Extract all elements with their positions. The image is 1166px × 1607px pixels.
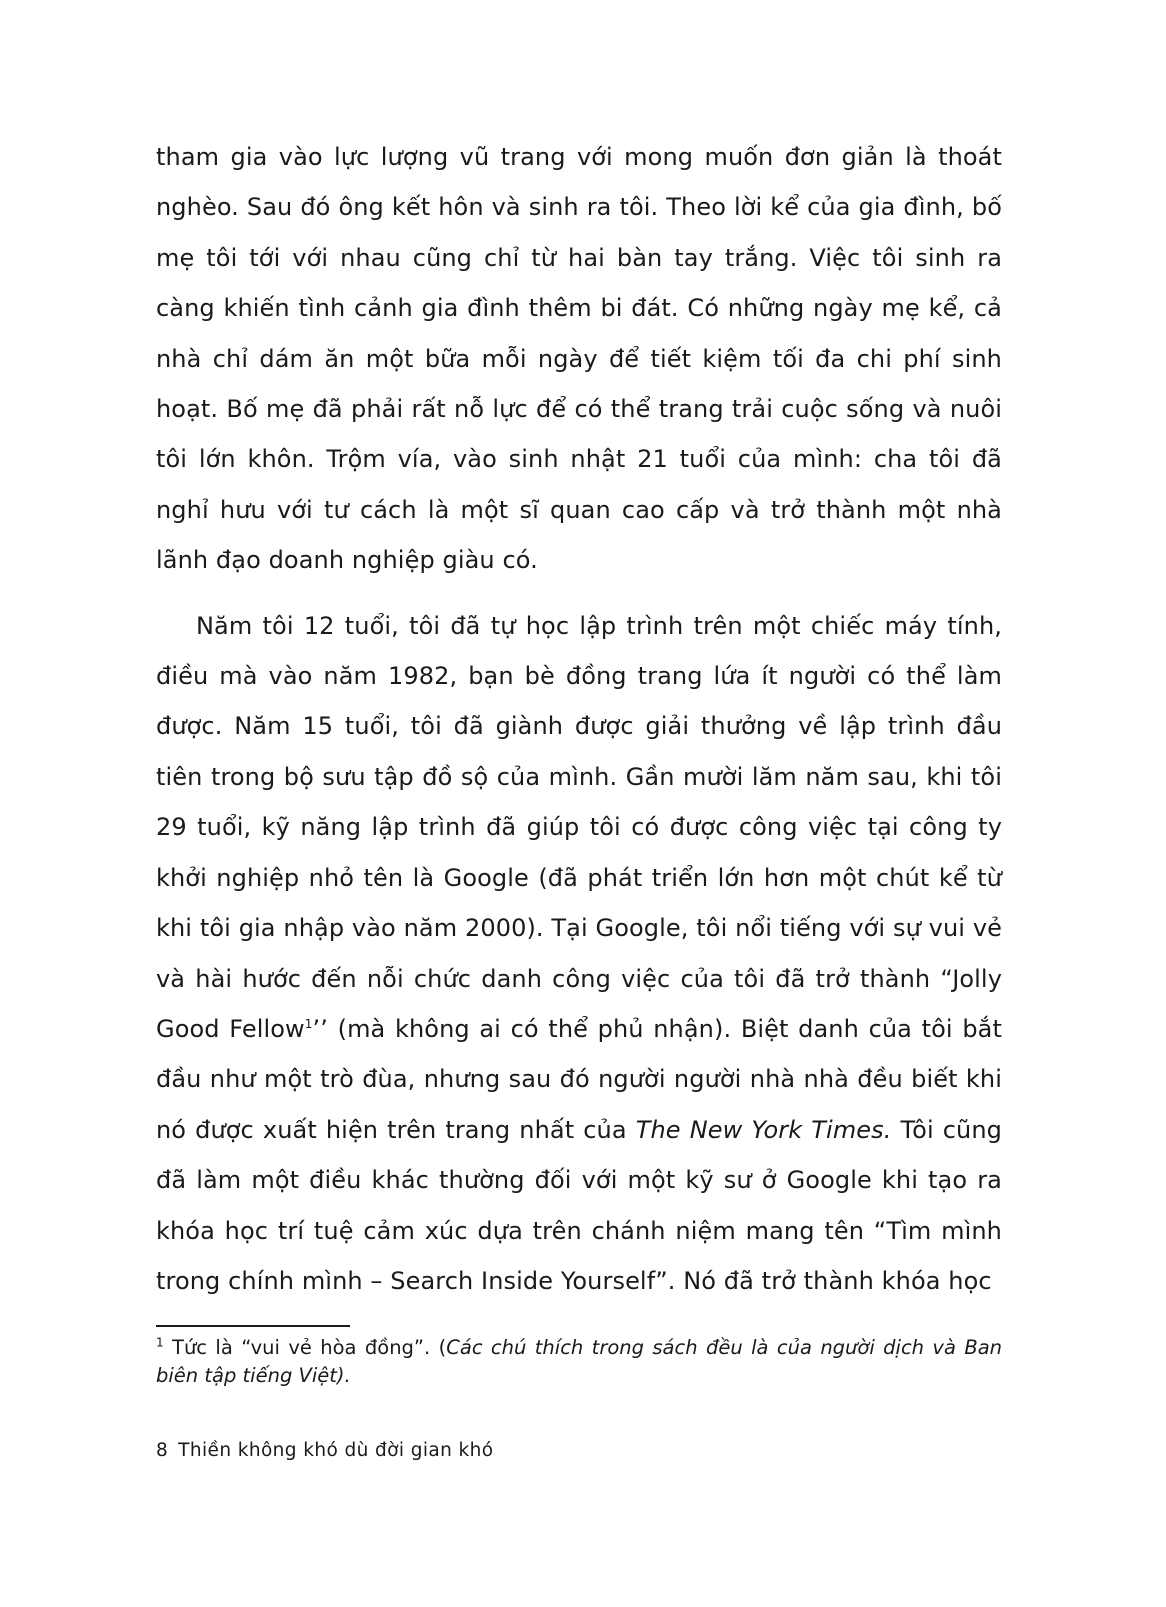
footnote [156, 1334, 1002, 1390]
newspaper-title: The New York Times. [635, 1115, 892, 1144]
paragraph-2-text-a: Năm tôi 12 tuổi, tôi đã tự học lập trình trên một chiếc máy tính, điều mà vào năm 1982, bạn bè đồng trang lứa ít người có thể làm được. Năm 15 tuổi, tôi đã giành được giải thưởng về lập trình đầu tiên trong bộ sưu tập đồ sộ của mình. Gần mười lăm năm sau, khi tôi 29 tuổi, kỹ năng lập trình đã giúp tôi có được công việc tại công ty khởi nghiệp nhỏ tên là Google (đã phát triển lớn hơn một chút kể từ khi tôi gia nhập vào năm 2000). Tại Google, tôi nổi tiếng với sự vui vẻ và hài hước đến nỗi chức danh công việc của tôi đã trở thành “Jolly Good Fellow [156, 611, 1002, 1043]
footnote-italic-text: Các chú thích trong sách đều là của người dịch và Ban biên tập tiếng Việt [156, 1336, 1003, 1387]
page-number: 8 [156, 1440, 169, 1461]
paragraph-2 [156, 601, 1002, 1307]
footnote-reference[interactable]: 1 [304, 1016, 313, 1031]
footnote-divider [156, 1325, 350, 1327]
paragraph-2-text-c: Tôi cũng đã làm một điều khác thường đối với một kỹ sư ở Google khi tạo ra khóa học trí tuệ cảm xúc dựa trên chánh niệm mang tên “Tìm mình trong chính mình – Search Inside Yourself”. Nó đã trở thành khóa học [156, 1115, 1002, 1295]
running-title: Thiền không khó dù đời gian khó [178, 1440, 494, 1461]
footnote-marker: 1 [156, 1335, 164, 1350]
body-text [156, 132, 1002, 1306]
paragraph-1: tham gia vào lực lượng vũ trang với mong muốn đơn giản là thoát nghèo. Sau đó ông kết hôn và sinh ra tôi. Theo lời kể của gia đình, bố mẹ tôi tới với nhau cũng chỉ từ hai bàn tay trắng. Việc tôi sinh ra càng khiến tình cảnh gia đình thêm bi đát. Có những ngày mẹ kể, cả nhà chỉ dám ăn một bữa mỗi ngày để tiết kiệm tối đa chi phí sinh hoạt. Bố mẹ đã phải rất nỗ lực để có thể trang trải cuộc sống và nuôi tôi lớn khôn. Trộm vía, vào sinh nhật 21 tuổi của mình: cha tôi đã nghỉ hưu với tư cách là một sĩ quan cao cấp và trở thành một nhà lãnh đạo doanh nghiệp giàu có. [156, 143, 1002, 575]
paragraph-2-text-b: ’’ (mà không ai có thể phủ nhận). Biệt danh của tôi bắt đầu như một trò đùa, nhưng sau đó người người nhà nhà đều biết khi nó được xuất hiện trên trang nhất của [156, 1014, 1002, 1144]
footnote-text: Tức là “vui vẻ hòa đồng”. ( [163, 1336, 447, 1359]
footnote-close: ). [336, 1364, 351, 1387]
page-footer [156, 1440, 493, 1461]
